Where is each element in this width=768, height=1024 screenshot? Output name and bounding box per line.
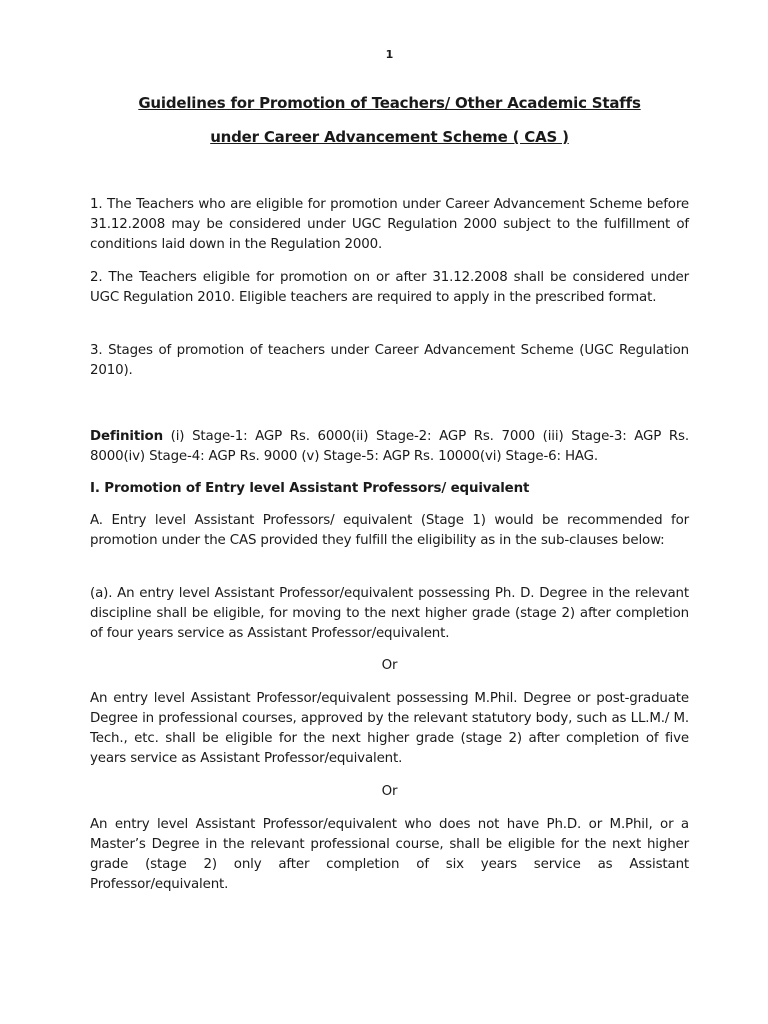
paragraph-3: 3. Stages of promotion of teachers under Career Advancement Scheme (UGC Regulation 2010).	[90, 343, 689, 378]
paragraph-2: 2. The Teachers eligible for promotion on or after 31.12.2008 shall be considered under UGC Regulation 2010. Eligible teachers are required to apply in the prescribed format.	[90, 270, 689, 305]
or-separator-2: Or	[381, 784, 398, 799]
section-heading: I. Promotion of Entry level Assistant Professors/ equivalent	[90, 481, 530, 496]
page-number: 1	[385, 48, 394, 61]
definition-text: (i) Stage-1: AGP Rs. 6000(ii) Stage-2: AGP Rs. 7000 (iii) Stage-3: AGP Rs. 8000(iv) Stage-4: AGP Rs. 9000 (v) Stage-5: AGP Rs. 10000(vi) Stage-6: HAG.	[90, 429, 689, 464]
sub-clause-mphil: An entry level Assistant Professor/equivalent possessing M.Phil. Degree or post-graduate Degree in professional courses, approved by the relevant statutory body, such as LL.M./ M. Tech., etc. shall be eligible for the next higher grade (stage 2) after completion of five years service as Assistant Professor/equivalent.	[90, 691, 689, 766]
paragraph-1: 1. The Teachers who are eligible for promotion under Career Advancement Scheme before 31.12.2008 may be considered under UGC Regulation 2000 subject to the fulfillment of conditions laid down in the Regulation 2000.	[90, 197, 689, 252]
document-title-line-1: Guidelines for Promotion of Teachers/ Other Academic Staffs	[138, 94, 641, 112]
or-separator-1: Or	[381, 658, 398, 673]
sub-clause-no-degree: An entry level Assistant Professor/equivalent who does not have Ph.D. or M.Phil, or a Master’s Degree in the relevant professional course, shall be eligible for the next higher grade (stage 2) only after completion of six years service as Assistant Professor/equivalent.	[90, 817, 689, 892]
document-title-line-2: under Career Advancement Scheme ( CAS )	[210, 128, 569, 146]
sub-clause-a-phd: (a). An entry level Assistant Professor/equivalent possessing Ph. D. Degree in the relevant discipline shall be eligible, for moving to the next higher grade (stage 2) after completion of four years service as Assistant Professor/equivalent.	[90, 586, 689, 641]
clause-a-intro: A. Entry level Assistant Professors/ equivalent (Stage 1) would be recommended for promotion under the CAS provided they fulfill the eligibility as in the sub-clauses below:	[90, 513, 689, 548]
definition-label: Definition	[90, 429, 163, 444]
definition-paragraph	[90, 427, 689, 467]
